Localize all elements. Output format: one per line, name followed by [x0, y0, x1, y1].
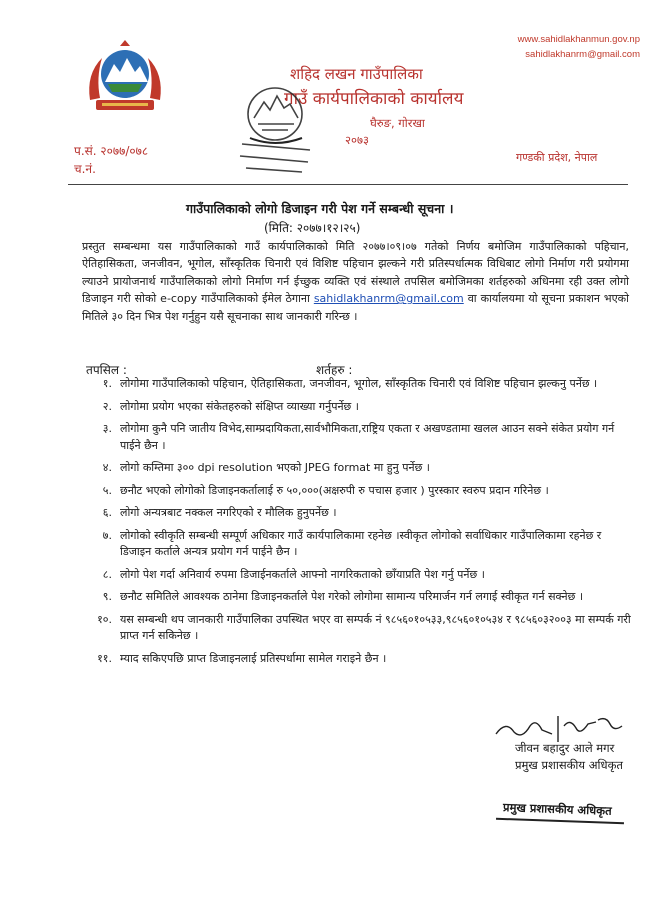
condition-number: ४.: [102, 461, 112, 474]
condition-number: ६.: [102, 506, 112, 519]
condition-number: ९.: [102, 590, 112, 603]
condition-item: [86, 376, 631, 393]
notice-title: गाउँपालिकाको लोगो डिजाइन गरी पेश गर्ने सम्बन्धी सूचना ।: [186, 201, 454, 216]
signatory-name: जीवन बहादुर आले मगर: [515, 741, 615, 755]
office-seal-icon: [232, 78, 318, 176]
nepal-emblem-icon: [82, 38, 168, 118]
condition-item: [86, 483, 631, 500]
condition-number: २.: [102, 399, 112, 413]
office-name: गाउँ कार्यपालिकाको कार्यालय: [284, 89, 464, 109]
condition-text: लोगोमा गाउँपालिकाको पहिचान, ऐतिहासिकता, जनजीवन, भूगोल, साँस्कृतिक चिनारी एवं विशिष्ट पहिचान झल्कनु पर्नेछ ।: [120, 377, 598, 390]
tapasil-label: तपसिल :: [86, 363, 127, 377]
condition-text: लोगो पेश गर्दा अनिवार्य रुपमा डिजाईनकर्ताले आफ्नो नागरिकताको छाँयाप्रति पेश गर्नु पर्नेछ ।: [120, 567, 485, 581]
condition-text: यस सम्बन्धी थप जानकारी गाउँपालिका उपस्थित भएर वा सम्पर्क नं ९८५६०१०५३३,९८५६०१०५३४ र ९८५६०३२००३ मा सम्पर्क गरी प्राप्त गर्न सकिनेछ ।: [120, 612, 631, 642]
condition-number: ३.: [102, 422, 112, 435]
condition-number: १०.: [97, 612, 112, 626]
condition-text: लोगोमा प्रयोग भएका संकेतहरुको संक्षिप्त व्याख्या गर्नुपर्नेछ ।: [120, 399, 359, 413]
condition-item: [86, 421, 631, 454]
reference-number: प.सं. २०७७/०७८: [74, 144, 149, 158]
established-year: २०७३: [345, 133, 369, 147]
office-address: घैरुङ, गोरखा: [370, 116, 425, 130]
condition-item: [86, 460, 631, 477]
email-link[interactable]: sahidlakhanrm@gmail.com: [525, 49, 640, 60]
notice-date: (मिति: २०७७।१२।२५): [264, 221, 361, 235]
condition-text: लोगो कम्तिमा ३०० dpi resolution भएको JPEG format मा हुनु पर्नेछ ।: [120, 461, 430, 474]
condition-item: [86, 528, 631, 561]
header-divider: [68, 184, 628, 185]
handwritten-signature-icon: [492, 712, 628, 744]
contact-block: [518, 32, 640, 62]
condition-number: ५.: [102, 483, 112, 497]
condition-text: लोगोको स्वीकृति सम्बन्धी सम्पूर्ण अधिकार गाउँ कार्यपालिकामा रहनेछ ।स्वीकृत लोगोको सर्वाधिकार गाउँपालिकामा रहनेछ र डिजाइन कर्ताले अन्यत्र प्रयोग गर्न पाईने छैन ।: [120, 528, 602, 558]
condition-item: [86, 612, 631, 645]
condition-item: [86, 505, 631, 522]
condition-item: [86, 399, 631, 416]
condition-number: १.: [102, 377, 112, 390]
conditions-heading: शर्तहरु :: [316, 363, 353, 377]
dispatch-number: च.नं.: [74, 162, 96, 176]
condition-number: ७.: [102, 528, 112, 542]
conditions-list: [86, 376, 631, 673]
email-address-link[interactable]: sahidlakhanrm@gmail.com: [313, 292, 464, 306]
province-name: गण्डकी प्रदेश, नेपाल: [516, 151, 598, 164]
condition-number: ८.: [102, 567, 112, 581]
condition-text: म्याद सकिएपछि प्राप्त डिजाइनलाई प्रतिस्पर्धामा सामेल गराइने छैन ।: [120, 651, 387, 665]
website-link[interactable]: www.sahidlakhanmun.gov.np: [517, 34, 640, 45]
condition-item: [86, 651, 631, 668]
signatory-designation: प्रमुख प्रशासकीय अधिकृत: [515, 758, 623, 772]
condition-text: लोगो अन्यत्रबाट नक्कल नगरिएको र मौलिक हुनुपर्नेछ ।: [120, 506, 337, 519]
condition-text: छनौट भएको लोगोको डिजाइनकर्तालाई रु ५०,०००(अक्षरुपी रु पचास हजार ) पुरस्कार स्वरुप प्रदान गरिनेछ ।: [120, 483, 549, 497]
condition-item: [86, 589, 631, 606]
condition-item: [86, 567, 631, 584]
body-text-part1: प्रस्तुत सम्बन्धमा यस गाउँपालिकाको गाउँ कार्यपालिकाको मिति २०७७।०९।०७ गतेको निर्णय बमोजिम गाउँपालिकाको पहिचान, ऐतिहासिकता, जनजीवन, भूगोल, साँस्कृतिक चिनारी एवं विशिष्ट पहिचान झल्कने गरी प्रतिस्पर्धात्मक विधिबाट लोगो निर्माण गरी प्रयोगमा ल्याउने प्रायोजनार्थ गाउँपालिकाको लोगो निर्माण गर्न ईच्छुक व्यक्ति एवं संस्थाले तपसिल बमोजिमका शर्तहरुको अधिनमा रही उक्त लोगो डिजाइन गरी सोको e-copy गाउँपालिकाको ईमेल ठेगाना: [82, 240, 629, 306]
condition-number: ११.: [97, 651, 112, 665]
designation-stamp: प्रमुख प्रशासकीय अधिकृत: [502, 800, 612, 818]
condition-text: छनौट समितिले आवश्यक ठानेमा डिजाइनकर्ताले पेश गरेको लोगोमा सामान्य परिमार्जन गर्न लगाई स्वीकृत गर्न सक्नेछ ।: [120, 590, 584, 603]
body-text-part2: वा कार्यालयमा यो सूचना प्रकाशन भएको मितिले ३० दिन भित्र पेश गर्नुहुन यसै सूचनाका साथ जानकारी गरिन्छ ।: [82, 292, 629, 323]
notice-body: [82, 238, 629, 325]
stamp-underline: [496, 818, 624, 824]
condition-text: लोगोमा कुनै पनि जातीय विभेद,साम्प्रदायिकता,सार्वभौमिकता,राष्ट्रिय एकता र अखण्डतामा खलल आउन सक्ने संकेत प्रयोग गर्न पाईने छैन ।: [120, 422, 615, 452]
org-name: शहिद लखन गाउँपालिका: [290, 65, 423, 83]
